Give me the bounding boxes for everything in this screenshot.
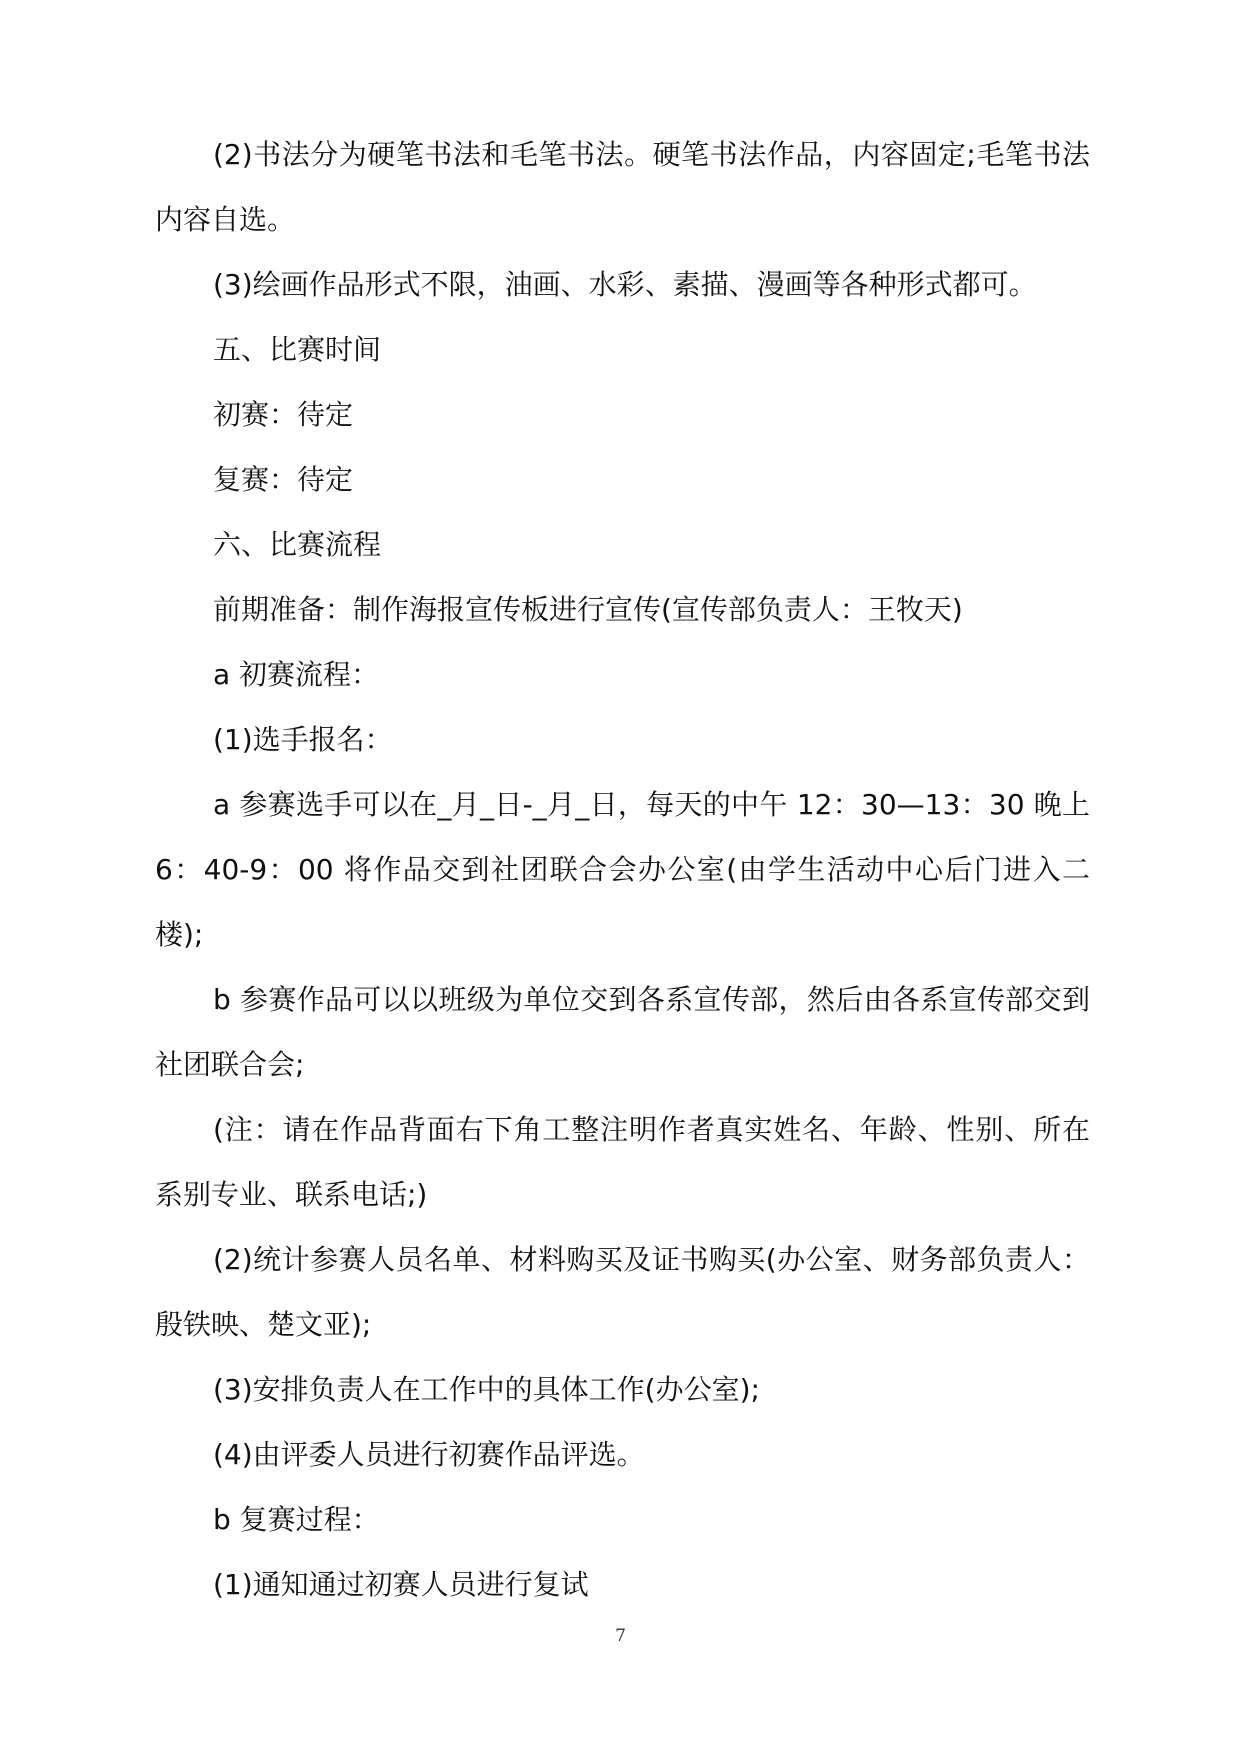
paragraph: (4)由评委人员进行初赛作品评选。 — [213, 1438, 645, 1471]
paragraph: (1)选手报名： — [213, 723, 393, 756]
paragraph: b 参赛作品可以以班级为单位交到各系宣传部，然后由各系宣传部交到社团联合会; — [155, 983, 1090, 1081]
paragraph: (3)绘画作品形式不限，油画、水彩、素描、漫画等各种形式都可。 — [213, 268, 1037, 301]
section-heading: 六、比赛流程 — [213, 528, 382, 561]
paragraph: b 复赛过程： — [213, 1503, 380, 1536]
section-heading: 五、比赛时间 — [213, 333, 382, 366]
paragraph: a 初赛流程： — [213, 658, 380, 691]
paragraph: a 参赛选手可以在_月_日-_月_日，每天的中午 12：30—13：30 晚上 6：40-9：00 将作品交到社团联合会办公室(由学生活动中心后门进入二楼); — [155, 788, 1090, 951]
paragraph: (2)统计参赛人员名单、材料购买及证书购买(办公室、财务部负责人：殷铁映、楚文亚); — [155, 1243, 1090, 1341]
paragraph: 复赛：待定 — [213, 463, 354, 496]
document-body — [155, 122, 1090, 1617]
paragraph: 前期准备：制作海报宣传板进行宣传(宣传部负责人：王牧天) — [213, 593, 963, 626]
page-number: 7 — [615, 1626, 626, 1646]
paragraph: (1)通知通过初赛人员进行复试 — [213, 1568, 589, 1601]
paragraph: (注：请在作品背面右下角工整注明作者真实姓名、年龄、性别、所在系别专业、联系电话;) — [155, 1113, 1090, 1211]
paragraph: (3)安排负责人在工作中的具体工作(办公室); — [213, 1373, 760, 1406]
paragraph: 初赛：待定 — [213, 398, 354, 431]
paragraph: (2)书法分为硬笔书法和毛笔书法。硬笔书法作品，内容固定;毛笔书法内容自选。 — [155, 138, 1090, 236]
